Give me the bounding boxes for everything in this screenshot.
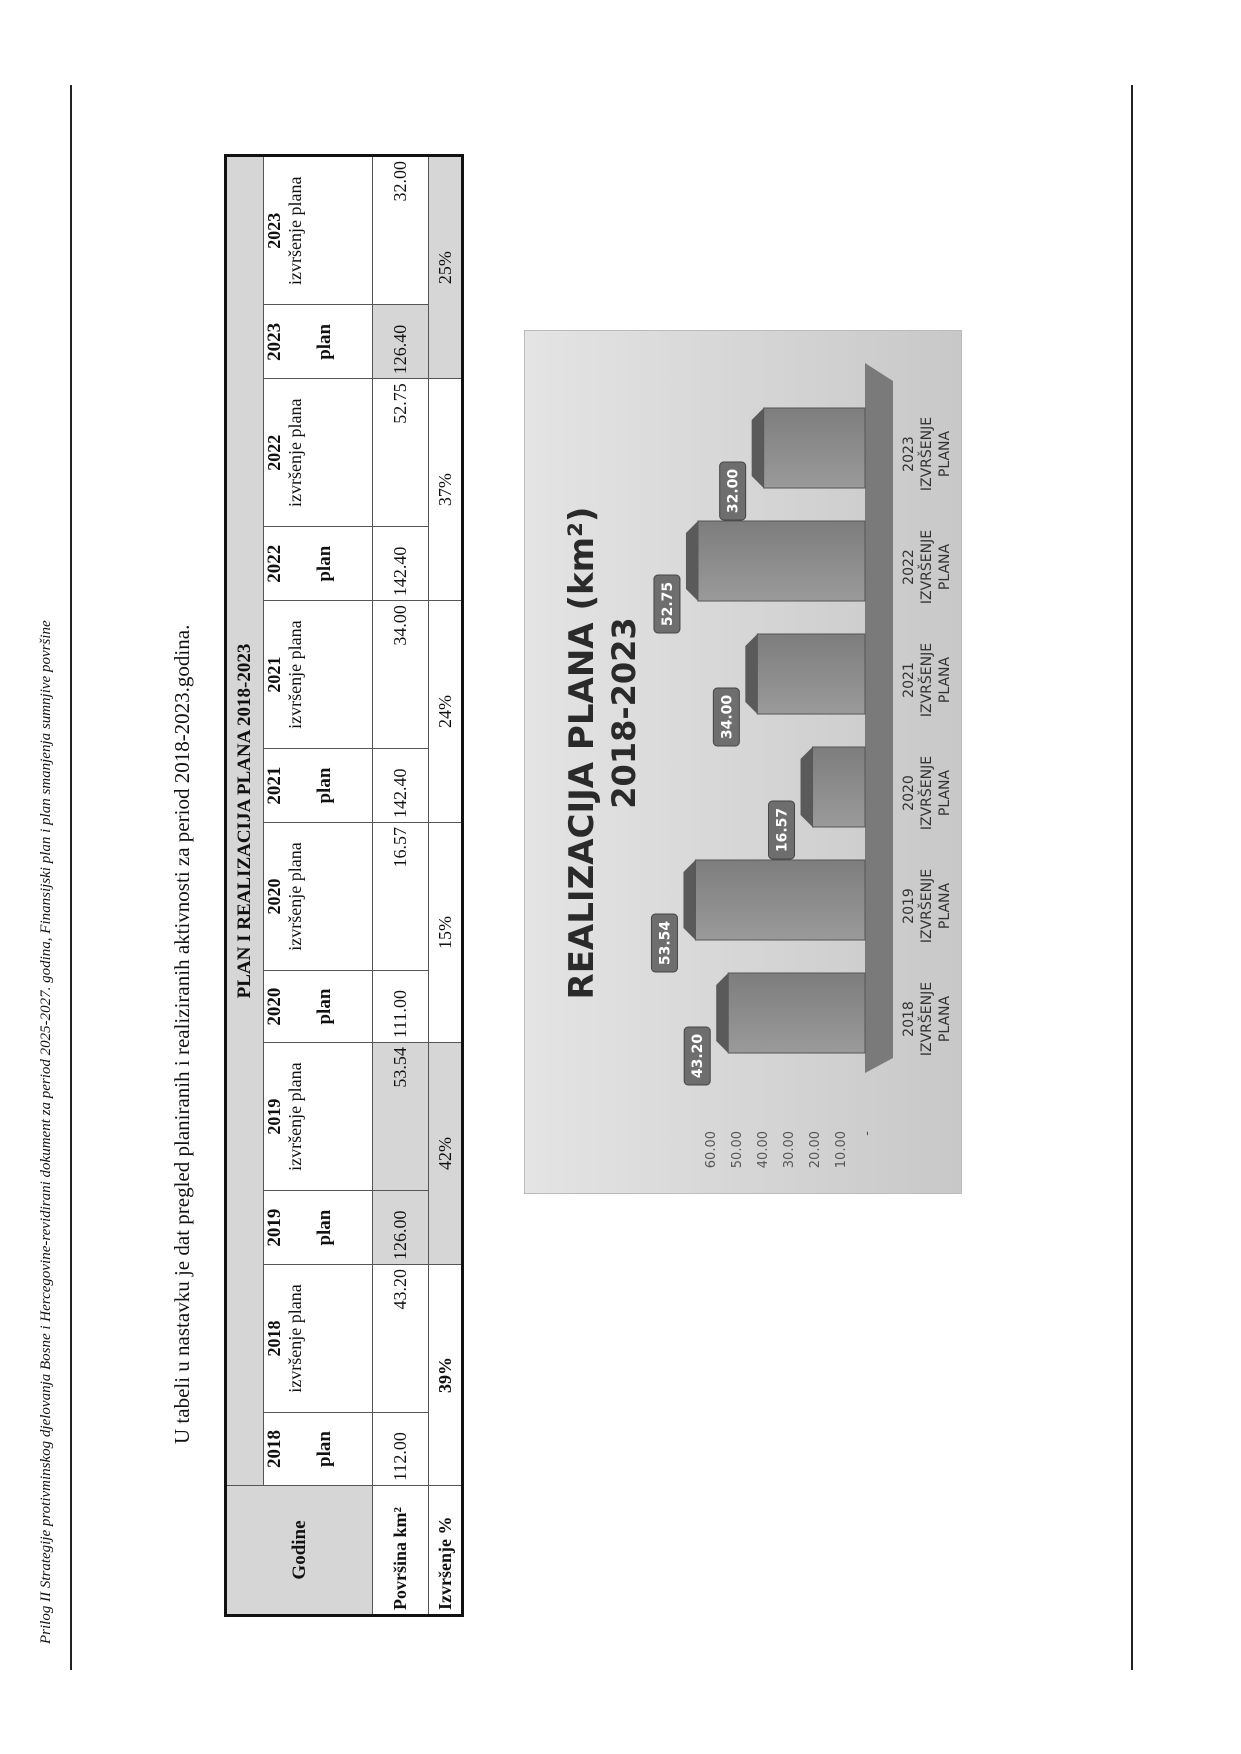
value-label: 43.20	[690, 1033, 707, 1079]
x-axis-label: PLANA	[937, 430, 953, 478]
percent-value: 24%	[429, 601, 463, 823]
bar-top-2023	[752, 408, 764, 488]
izvrsenje-header-cell: 2023 izvršenje plana	[264, 156, 373, 305]
bar-2020	[813, 747, 865, 827]
chart-svg	[525, 331, 961, 1193]
x-axis-label: IZVRŠENJE	[919, 868, 935, 944]
y-tick-label: 40.00	[756, 1131, 771, 1169]
izvrsenje-value: 34.00	[373, 601, 429, 749]
izvrsenje-value: 52.75	[373, 379, 429, 527]
izvrsenje-header-cell: 2018 izvršenje plana	[264, 1264, 373, 1412]
bar-top-2022	[686, 521, 698, 601]
plan-value: 142.40	[373, 749, 429, 823]
year-header-cell: 2023 plan	[264, 305, 373, 379]
percent-value: 39%	[429, 1264, 463, 1485]
x-axis-label: PLANA	[937, 882, 953, 930]
y-tick-label: 10.00	[834, 1131, 849, 1169]
percent-value: 42%	[429, 1043, 463, 1265]
x-axis-label: 2023	[901, 436, 917, 472]
x-axis-label: PLANA	[937, 543, 953, 591]
bar-2021	[757, 634, 865, 714]
bar-top-2019	[683, 860, 695, 940]
izvrsenje-value: 53.54	[373, 1043, 429, 1191]
value-label: 52.75	[659, 581, 676, 627]
percent-value: 37%	[429, 379, 463, 601]
x-axis-label: PLANA	[937, 769, 953, 817]
value-label: 53.54	[657, 920, 674, 966]
y-tick-label: 30.00	[782, 1131, 797, 1169]
chart-floor	[865, 363, 893, 1073]
x-axis-label: 2018	[901, 1001, 917, 1037]
table-title: PLAN I REALIZACIJA PLANA 2018-2023	[226, 156, 264, 1486]
y-tick-label: 20.00	[808, 1131, 823, 1169]
value-label: 32.00	[725, 468, 742, 514]
y-tick-label: 60.00	[704, 1131, 719, 1169]
bar-2019	[695, 860, 865, 940]
x-axis-label: IZVRŠENJE	[919, 981, 935, 1057]
page-header: Prilog II Strategije protivminskog djelovanja Bosne i Hercegovine-revidirani dokument za period 2025-2027. godina, Finansijski plan i plan smanjenja sumnjive površine	[38, 620, 54, 1644]
bar-2023	[764, 408, 865, 488]
area-row	[373, 156, 429, 1616]
bar-2018	[728, 973, 865, 1053]
izvrsenje-header-cell: 2021 izvršenje plana	[264, 601, 373, 749]
bar-top-2020	[801, 747, 813, 827]
percent-row-label: Izvršenje %	[429, 1486, 463, 1616]
intro-paragraph: U tabeli u nastavku je dat pregled planiranih i realiziranih aktivnosti za period 2018-2023.godina.	[170, 624, 194, 1444]
x-axis-label: PLANA	[937, 995, 953, 1043]
izvrsenje-header-cell: 2020 izvršenje plana	[264, 822, 373, 970]
value-label: 34.00	[719, 694, 736, 740]
chart-subtitle: 2018-2023	[605, 617, 643, 809]
izvrsenje-value: 43.20	[373, 1264, 429, 1412]
x-axis-label: 2020	[901, 775, 917, 811]
bar-top-2021	[745, 634, 757, 714]
x-axis-label: IZVRŠENJE	[919, 755, 935, 831]
plan-value: 126.40	[373, 305, 429, 379]
value-label: 16.57	[774, 807, 791, 853]
area-row-label: Površina km²	[373, 1486, 429, 1616]
year-header-cell: 2022 plan	[264, 527, 373, 601]
realizacija-chart	[524, 330, 962, 1194]
chart-title: REALIZACIJA PLANA (km²)	[562, 506, 602, 1000]
percent-value: 25%	[429, 156, 463, 379]
y-tick-label: -	[860, 1131, 875, 1136]
percent-row	[429, 156, 463, 1616]
plan-value: 111.00	[373, 971, 429, 1043]
izvrsenje-value: 16.57	[373, 822, 429, 970]
x-axis-label: IZVRŠENJE	[919, 529, 935, 605]
x-axis-label: IZVRŠENJE	[919, 416, 935, 492]
year-header-cell: 2021 plan	[264, 749, 373, 823]
izvrsenje-value: 32.00	[373, 156, 429, 305]
plan-value: 112.00	[373, 1413, 429, 1486]
plan-table	[224, 154, 464, 1617]
izvrsenje-header-cell: 2022 izvršenje plana	[264, 379, 373, 527]
bar-top-2018	[716, 973, 728, 1053]
x-axis-label: 2021	[901, 662, 917, 698]
bar-2022	[698, 521, 865, 601]
plan-value: 142.40	[373, 527, 429, 601]
x-axis-label: 2022	[901, 549, 917, 585]
plan-value: 126.00	[373, 1191, 429, 1265]
izvrsenje-header-cell: 2019 izvršenje plana	[264, 1043, 373, 1191]
x-axis-label: IZVRŠENJE	[919, 642, 935, 718]
year-header-cell: 2019 plan	[264, 1191, 373, 1265]
year-header-cell: 2018 plan	[264, 1413, 373, 1486]
x-axis-label: 2019	[901, 888, 917, 924]
y-tick-label: 50.00	[730, 1131, 745, 1169]
x-axis-label: PLANA	[937, 656, 953, 704]
year-header-cell: 2020 plan	[264, 971, 373, 1043]
year-header-row	[264, 156, 373, 1616]
godine-header: Godine	[226, 1486, 373, 1616]
percent-value: 15%	[429, 822, 463, 1042]
